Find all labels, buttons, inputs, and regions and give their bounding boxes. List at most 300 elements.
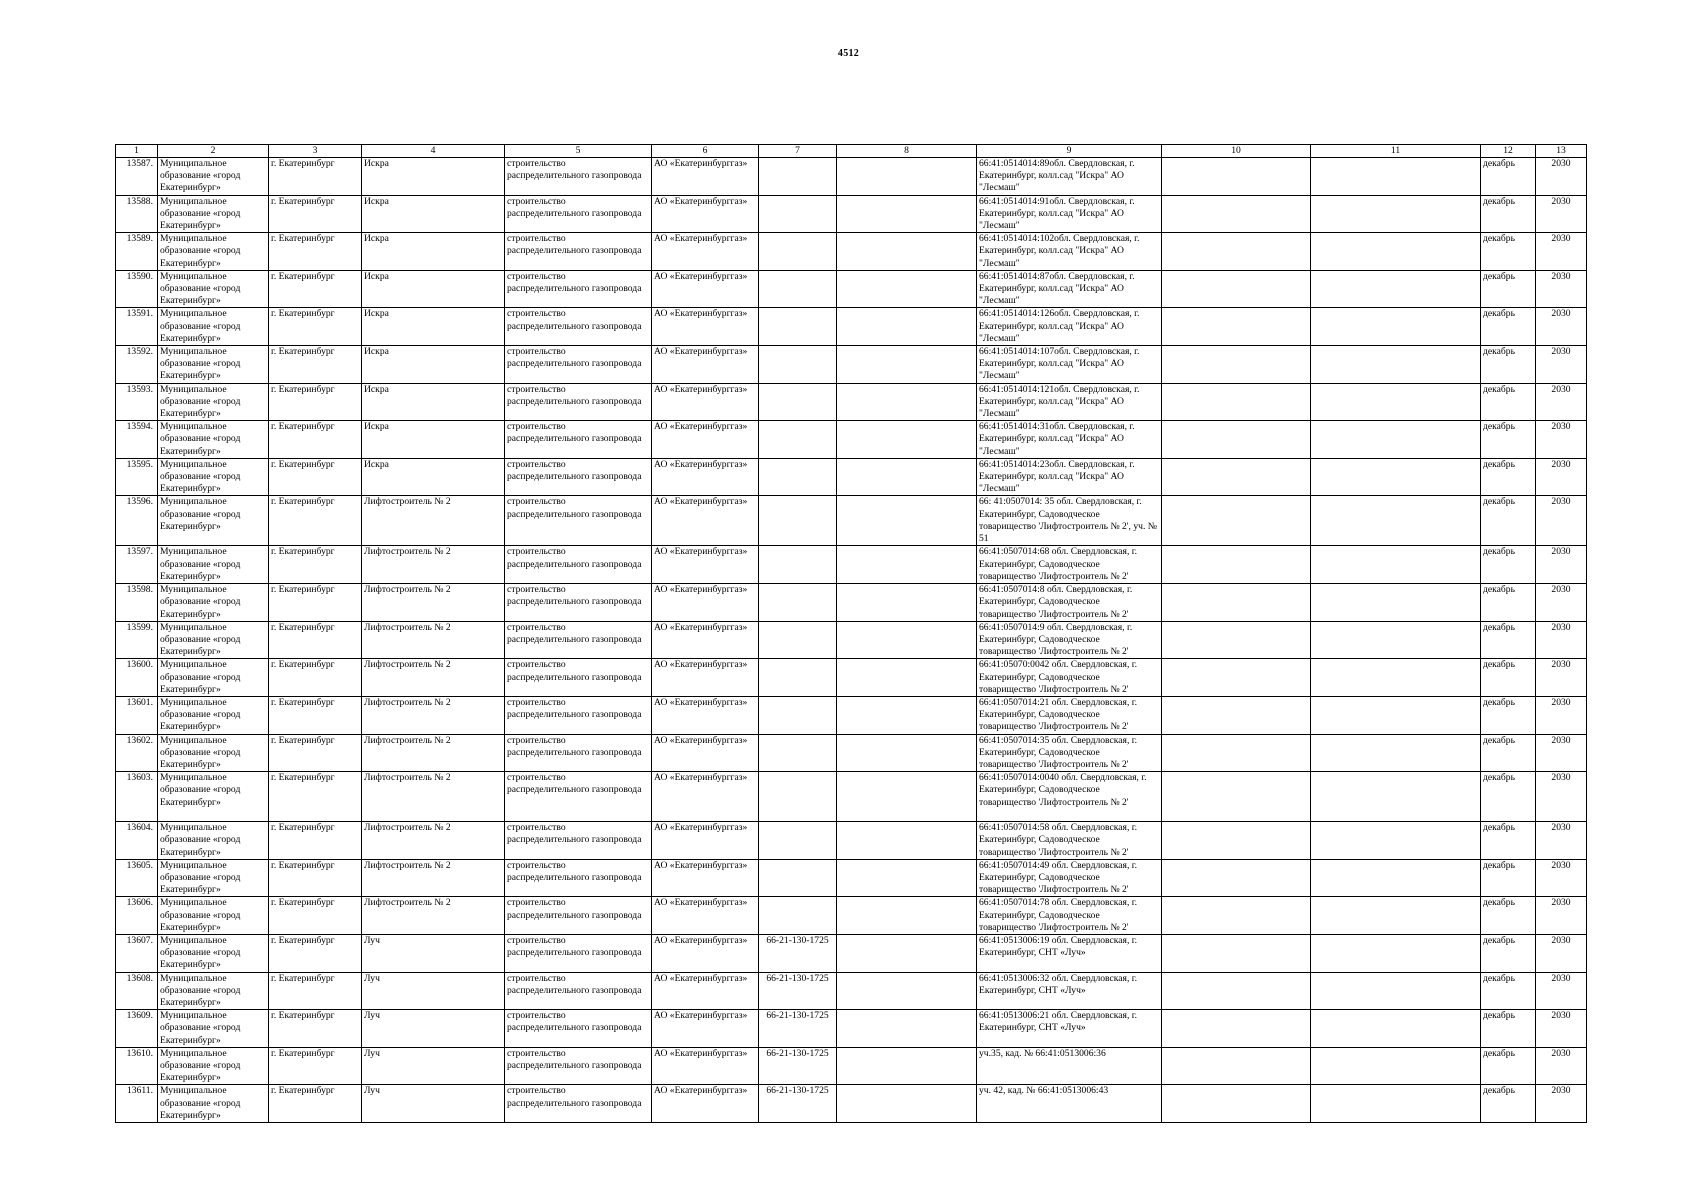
year-cell: 2030 [1536,859,1587,897]
locality-cell: г. Екатеринбург [269,496,362,546]
location-cell: 66:41:05070:0042 обл. Свердловская, г. Екатеринбург, Садоводческое товарищество 'Лифтостроитель № 2' [977,659,1162,697]
locality-cell: г. Екатеринбург [269,734,362,772]
column-10-cell [1162,859,1311,897]
site-name-cell: Искра [362,308,505,346]
column-10-cell [1162,1047,1311,1085]
purpose-cell: строительство распределительного газопровода [505,270,652,308]
table-row [116,659,1587,697]
year-cell: 2030 [1536,308,1587,346]
municipality-cell: Муниципальное образование «город Екатеринбург» [158,897,269,935]
location-cell: 66:41:0507014:35 обл. Свердловская, г. Екатеринбург, Садоводческое товарищество 'Лифтостроитель № 2' [977,734,1162,772]
owner-cell: АО «Екатеринбурггаз» [652,458,759,496]
table-row [116,233,1587,271]
site-name-cell: Лифтостроитель № 2 [362,546,505,584]
month-cell: декабрь [1481,972,1536,1010]
row-number: 13587. [116,158,158,196]
row-number: 13607. [116,934,158,972]
permit-cell [759,621,837,659]
permit-cell: 66-21-130-1725 [759,934,837,972]
table-row [116,621,1587,659]
location-cell: 66:41:0513006:19 обл. Свердловская, г. Екатеринбург, СНТ «Луч» [977,934,1162,972]
month-cell: декабрь [1481,421,1536,459]
column-11-cell [1311,659,1481,697]
column-11-cell [1311,270,1481,308]
location-cell: 66:41:0514014:107обл. Свердловская, г. Екатеринбург, колл.сад "Искра" АО "Лесмаш" [977,346,1162,384]
site-name-cell: Искра [362,195,505,233]
owner-cell: АО «Екатеринбурггаз» [652,659,759,697]
row-number: 13603. [116,772,158,822]
locality-cell: г. Екатеринбург [269,1085,362,1123]
purpose-cell: строительство распределительного газопровода [505,1010,652,1048]
column-11-cell [1311,772,1481,822]
permit-cell [759,308,837,346]
column-10-cell [1162,822,1311,860]
table-row [116,897,1587,935]
column-11-cell [1311,897,1481,935]
column-8-cell [837,584,977,622]
column-10-cell [1162,934,1311,972]
owner-cell: АО «Екатеринбурггаз» [652,546,759,584]
column-10-cell [1162,346,1311,384]
column-11-cell [1311,421,1481,459]
locality-cell: г. Екатеринбург [269,1010,362,1048]
month-cell: декабрь [1481,584,1536,622]
column-10-cell [1162,621,1311,659]
column-header-4: 4 [362,145,505,158]
table-row [116,158,1587,196]
permit-cell [759,421,837,459]
year-cell: 2030 [1536,346,1587,384]
purpose-cell: строительство распределительного газопровода [505,772,652,822]
site-name-cell: Лифтостроитель № 2 [362,822,505,860]
row-number: 13591. [116,308,158,346]
month-cell: декабрь [1481,659,1536,697]
column-8-cell [837,195,977,233]
locality-cell: г. Екатеринбург [269,421,362,459]
table-row [116,972,1587,1010]
locality-cell: г. Екатеринбург [269,1047,362,1085]
purpose-cell: строительство распределительного газопровода [505,1047,652,1085]
site-name-cell: Лифтостроитель № 2 [362,734,505,772]
municipality-cell: Муниципальное образование «город Екатеринбург» [158,734,269,772]
permit-cell [759,346,837,384]
row-number: 13610. [116,1047,158,1085]
table-row [116,458,1587,496]
column-10-cell [1162,383,1311,421]
owner-cell: АО «Екатеринбурггаз» [652,934,759,972]
year-cell: 2030 [1536,546,1587,584]
purpose-cell: строительство распределительного газопровода [505,195,652,233]
column-8-cell [837,659,977,697]
owner-cell: АО «Екатеринбурггаз» [652,972,759,1010]
location-cell: 66:41:0507014:21 обл. Свердловская, г. Екатеринбург, Садоводческое товарищество 'Лифтостроитель № 2' [977,696,1162,734]
municipality-cell: Муниципальное образование «город Екатеринбург» [158,270,269,308]
purpose-cell: строительство распределительного газопровода [505,696,652,734]
owner-cell: АО «Екатеринбурггаз» [652,383,759,421]
row-number: 13597. [116,546,158,584]
table-row [116,1010,1587,1048]
table-row [116,696,1587,734]
month-cell: декабрь [1481,383,1536,421]
site-name-cell: Искра [362,158,505,196]
municipality-cell: Муниципальное образование «город Екатеринбург» [158,195,269,233]
municipality-cell: Муниципальное образование «город Екатеринбург» [158,621,269,659]
permit-cell: 66-21-130-1725 [759,1085,837,1123]
locality-cell: г. Екатеринбург [269,158,362,196]
year-cell: 2030 [1536,772,1587,822]
column-8-cell [837,233,977,271]
month-cell: декабрь [1481,458,1536,496]
location-cell: уч.35, кад. № 66:41:0513006:36 [977,1047,1162,1085]
year-cell: 2030 [1536,934,1587,972]
owner-cell: АО «Екатеринбурггаз» [652,346,759,384]
owner-cell: АО «Екатеринбурггаз» [652,696,759,734]
table-row [116,772,1587,822]
year-cell: 2030 [1536,421,1587,459]
month-cell: декабрь [1481,496,1536,546]
column-10-cell [1162,897,1311,935]
column-10-cell [1162,1010,1311,1048]
municipality-cell: Муниципальное образование «город Екатеринбург» [158,696,269,734]
column-header-12: 12 [1481,145,1536,158]
permit-cell [759,659,837,697]
column-header-7: 7 [759,145,837,158]
permit-cell [759,772,837,822]
row-number: 13596. [116,496,158,546]
purpose-cell: строительство распределительного газопровода [505,659,652,697]
row-number: 13601. [116,696,158,734]
column-11-cell [1311,1047,1481,1085]
column-11-cell [1311,546,1481,584]
column-11-cell [1311,496,1481,546]
location-cell: 66:41:0514014:31обл. Свердловская, г. Екатеринбург, колл.сад "Искра" АО "Лесмаш" [977,421,1162,459]
column-8-cell [837,772,977,822]
location-cell: 66:41:0507014:0040 обл. Свердловская, г. Екатеринбург, Садоводческое товарищество 'Лифтостроитель № 2' [977,772,1162,822]
column-header-10: 10 [1162,145,1311,158]
month-cell: декабрь [1481,195,1536,233]
column-10-cell [1162,972,1311,1010]
purpose-cell: строительство распределительного газопровода [505,584,652,622]
site-name-cell: Лифтостроитель № 2 [362,772,505,822]
column-11-cell [1311,934,1481,972]
row-number: 13609. [116,1010,158,1048]
purpose-cell: строительство распределительного газопровода [505,897,652,935]
purpose-cell: строительство распределительного газопровода [505,546,652,584]
month-cell: декабрь [1481,308,1536,346]
year-cell: 2030 [1536,972,1587,1010]
column-8-cell [837,696,977,734]
site-name-cell: Луч [362,934,505,972]
owner-cell: АО «Екатеринбурггаз» [652,734,759,772]
permit-cell [759,859,837,897]
municipality-cell: Муниципальное образование «город Екатеринбург» [158,822,269,860]
municipality-cell: Муниципальное образование «город Екатеринбург» [158,308,269,346]
municipality-cell: Муниципальное образование «город Екатеринбург» [158,546,269,584]
column-10-cell [1162,195,1311,233]
site-name-cell: Лифтостроитель № 2 [362,496,505,546]
row-number: 13588. [116,195,158,233]
purpose-cell: строительство распределительного газопровода [505,1085,652,1123]
column-8-cell [837,308,977,346]
owner-cell: АО «Екатеринбурггаз» [652,195,759,233]
purpose-cell: строительство распределительного газопровода [505,972,652,1010]
permit-cell: 66-21-130-1725 [759,972,837,1010]
table-row [116,421,1587,459]
column-10-cell [1162,158,1311,196]
purpose-cell: строительство распределительного газопровода [505,383,652,421]
month-cell: декабрь [1481,772,1536,822]
row-number: 13600. [116,659,158,697]
locality-cell: г. Екатеринбург [269,897,362,935]
column-10-cell [1162,584,1311,622]
site-name-cell: Лифтостроитель № 2 [362,897,505,935]
column-8-cell [837,972,977,1010]
month-cell: декабрь [1481,822,1536,860]
permit-cell [759,383,837,421]
column-11-cell [1311,859,1481,897]
column-header-13: 13 [1536,145,1587,158]
municipality-cell: Муниципальное образование «город Екатеринбург» [158,383,269,421]
row-number: 13594. [116,421,158,459]
year-cell: 2030 [1536,734,1587,772]
column-header-8: 8 [837,145,977,158]
owner-cell: АО «Екатеринбурггаз» [652,584,759,622]
owner-cell: АО «Екатеринбурггаз» [652,1047,759,1085]
owner-cell: АО «Екатеринбурггаз» [652,233,759,271]
purpose-cell: строительство распределительного газопровода [505,859,652,897]
column-header-11: 11 [1311,145,1481,158]
table-row [116,1085,1587,1123]
municipality-cell: Муниципальное образование «город Екатеринбург» [158,934,269,972]
column-10-cell [1162,546,1311,584]
permit-cell [759,458,837,496]
site-name-cell: Искра [362,458,505,496]
column-8-cell [837,1047,977,1085]
column-10-cell [1162,696,1311,734]
month-cell: декабрь [1481,158,1536,196]
site-name-cell: Искра [362,270,505,308]
site-name-cell: Лифтостроитель № 2 [362,584,505,622]
column-8-cell [837,421,977,459]
row-number: 13592. [116,346,158,384]
location-cell: 66: 41:0507014: 35 обл. Свердловская, г. Екатеринбург, Садоводческое товарищество 'Лифтостроитель № 2', уч. № 51 [977,496,1162,546]
year-cell: 2030 [1536,1085,1587,1123]
municipality-cell: Муниципальное образование «город Екатеринбург» [158,158,269,196]
column-11-cell [1311,696,1481,734]
municipality-cell: Муниципальное образование «город Екатеринбург» [158,1085,269,1123]
owner-cell: АО «Екатеринбурггаз» [652,822,759,860]
permit-cell [759,195,837,233]
site-name-cell: Лифтостроитель № 2 [362,696,505,734]
owner-cell: АО «Екатеринбурггаз» [652,897,759,935]
municipality-cell: Муниципальное образование «город Екатеринбург» [158,584,269,622]
year-cell: 2030 [1536,584,1587,622]
owner-cell: АО «Екатеринбурггаз» [652,1085,759,1123]
month-cell: декабрь [1481,859,1536,897]
month-cell: декабрь [1481,270,1536,308]
column-10-cell [1162,496,1311,546]
column-11-cell [1311,383,1481,421]
locality-cell: г. Екатеринбург [269,972,362,1010]
permit-cell [759,496,837,546]
purpose-cell: строительство распределительного газопровода [505,421,652,459]
location-cell: 66:41:0507014:8 обл. Свердловская, г. Екатеринбург, Садоводческое товарищество 'Лифтостроитель № 2' [977,584,1162,622]
year-cell: 2030 [1536,158,1587,196]
locality-cell: г. Екатеринбург [269,195,362,233]
purpose-cell: строительство распределительного газопровода [505,822,652,860]
column-10-cell [1162,1085,1311,1123]
column-8-cell [837,934,977,972]
year-cell: 2030 [1536,696,1587,734]
row-number: 13590. [116,270,158,308]
locality-cell: г. Екатеринбург [269,270,362,308]
month-cell: декабрь [1481,897,1536,935]
column-8-cell [837,822,977,860]
column-header-2: 2 [158,145,269,158]
row-number: 13605. [116,859,158,897]
table-row [116,496,1587,546]
location-cell: 66:41:0513006:21 обл. Свердловская, г. Екатеринбург, СНТ «Луч» [977,1010,1162,1048]
owner-cell: АО «Екатеринбурггаз» [652,859,759,897]
column-header-6: 6 [652,145,759,158]
header-row [116,145,1587,158]
column-11-cell [1311,308,1481,346]
locality-cell: г. Екатеринбург [269,822,362,860]
column-8-cell [837,346,977,384]
register-table [115,144,1587,1123]
permit-cell [759,897,837,935]
location-cell: 66:41:0507014:68 обл. Свердловская, г. Екатеринбург, Садоводческое товарищество 'Лифтостроитель № 2' [977,546,1162,584]
owner-cell: АО «Екатеринбурггаз» [652,421,759,459]
site-name-cell: Лифтостроитель № 2 [362,659,505,697]
month-cell: декабрь [1481,233,1536,271]
permit-cell [759,696,837,734]
locality-cell: г. Екатеринбург [269,383,362,421]
site-name-cell: Луч [362,1085,505,1123]
column-header-3: 3 [269,145,362,158]
table-row [116,546,1587,584]
row-number: 13611. [116,1085,158,1123]
column-11-cell [1311,584,1481,622]
year-cell: 2030 [1536,270,1587,308]
table-row [116,195,1587,233]
purpose-cell: строительство распределительного газопровода [505,158,652,196]
location-cell: 66:41:0514014:126обл. Свердловская, г. Екатеринбург, колл.сад "Искра" АО "Лесмаш" [977,308,1162,346]
permit-cell [759,584,837,622]
purpose-cell: строительство распределительного газопровода [505,496,652,546]
column-10-cell [1162,659,1311,697]
municipality-cell: Муниципальное образование «город Екатеринбург» [158,972,269,1010]
owner-cell: АО «Екатеринбурггаз» [652,308,759,346]
site-name-cell: Искра [362,346,505,384]
municipality-cell: Муниципальное образование «город Екатеринбург» [158,1047,269,1085]
location-cell: 66:41:0514014:87обл. Свердловская, г. Екатеринбург, колл.сад "Искра" АО "Лесмаш" [977,270,1162,308]
table-row [116,934,1587,972]
month-cell: декабрь [1481,696,1536,734]
table-row [116,1047,1587,1085]
column-8-cell [837,383,977,421]
owner-cell: АО «Екатеринбурггаз» [652,496,759,546]
table-row [116,383,1587,421]
municipality-cell: Муниципальное образование «город Екатеринбург» [158,496,269,546]
locality-cell: г. Екатеринбург [269,458,362,496]
municipality-cell: Муниципальное образование «город Екатеринбург» [158,859,269,897]
column-10-cell [1162,421,1311,459]
column-11-cell [1311,734,1481,772]
permit-cell [759,158,837,196]
year-cell: 2030 [1536,458,1587,496]
row-number: 13598. [116,584,158,622]
month-cell: декабрь [1481,934,1536,972]
permit-cell [759,822,837,860]
column-11-cell [1311,233,1481,271]
municipality-cell: Муниципальное образование «город Екатеринбург» [158,346,269,384]
location-cell: 66:41:0514014:121обл. Свердловская, г. Екатеринбург, колл.сад "Искра" АО "Лесмаш" [977,383,1162,421]
permit-cell: 66-21-130-1725 [759,1010,837,1048]
table-header [116,145,1587,158]
column-11-cell [1311,972,1481,1010]
row-number: 13599. [116,621,158,659]
locality-cell: г. Екатеринбург [269,934,362,972]
owner-cell: АО «Екатеринбурггаз» [652,270,759,308]
month-cell: декабрь [1481,1085,1536,1123]
site-name-cell: Лифтостроитель № 2 [362,859,505,897]
month-cell: декабрь [1481,1010,1536,1048]
locality-cell: г. Екатеринбург [269,621,362,659]
location-cell: 66:41:0513006:32 обл. Свердловская, г. Екатеринбург, СНТ «Луч» [977,972,1162,1010]
column-8-cell [837,621,977,659]
month-cell: декабрь [1481,621,1536,659]
purpose-cell: строительство распределительного газопровода [505,934,652,972]
purpose-cell: строительство распределительного газопровода [505,458,652,496]
row-number: 13602. [116,734,158,772]
locality-cell: г. Екатеринбург [269,696,362,734]
column-11-cell [1311,346,1481,384]
column-11-cell [1311,158,1481,196]
site-name-cell: Искра [362,421,505,459]
municipality-cell: Муниципальное образование «город Екатеринбург» [158,458,269,496]
year-cell: 2030 [1536,383,1587,421]
column-10-cell [1162,458,1311,496]
locality-cell: г. Екатеринбург [269,772,362,822]
site-name-cell: Луч [362,1047,505,1085]
owner-cell: АО «Екатеринбурггаз» [652,158,759,196]
table-row [116,859,1587,897]
column-11-cell [1311,1010,1481,1048]
purpose-cell: строительство распределительного газопровода [505,621,652,659]
year-cell: 2030 [1536,659,1587,697]
owner-cell: АО «Екатеринбурггаз» [652,772,759,822]
site-name-cell: Искра [362,233,505,271]
year-cell: 2030 [1536,496,1587,546]
municipality-cell: Муниципальное образование «город Екатеринбург» [158,233,269,271]
location-cell: 66:41:0507014:9 обл. Свердловская, г. Екатеринбург, Садоводческое товарищество 'Лифтостроитель № 2' [977,621,1162,659]
table-body [116,158,1587,1123]
row-number: 13593. [116,383,158,421]
column-8-cell [837,458,977,496]
location-cell: 66:41:0514014:89обл. Свердловская, г. Екатеринбург, колл.сад "Искра" АО "Лесмаш" [977,158,1162,196]
month-cell: декабрь [1481,1047,1536,1085]
permit-cell [759,734,837,772]
column-10-cell [1162,734,1311,772]
year-cell: 2030 [1536,1047,1587,1085]
locality-cell: г. Екатеринбург [269,859,362,897]
site-name-cell: Искра [362,383,505,421]
year-cell: 2030 [1536,621,1587,659]
year-cell: 2030 [1536,233,1587,271]
column-8-cell [837,496,977,546]
locality-cell: г. Екатеринбург [269,308,362,346]
